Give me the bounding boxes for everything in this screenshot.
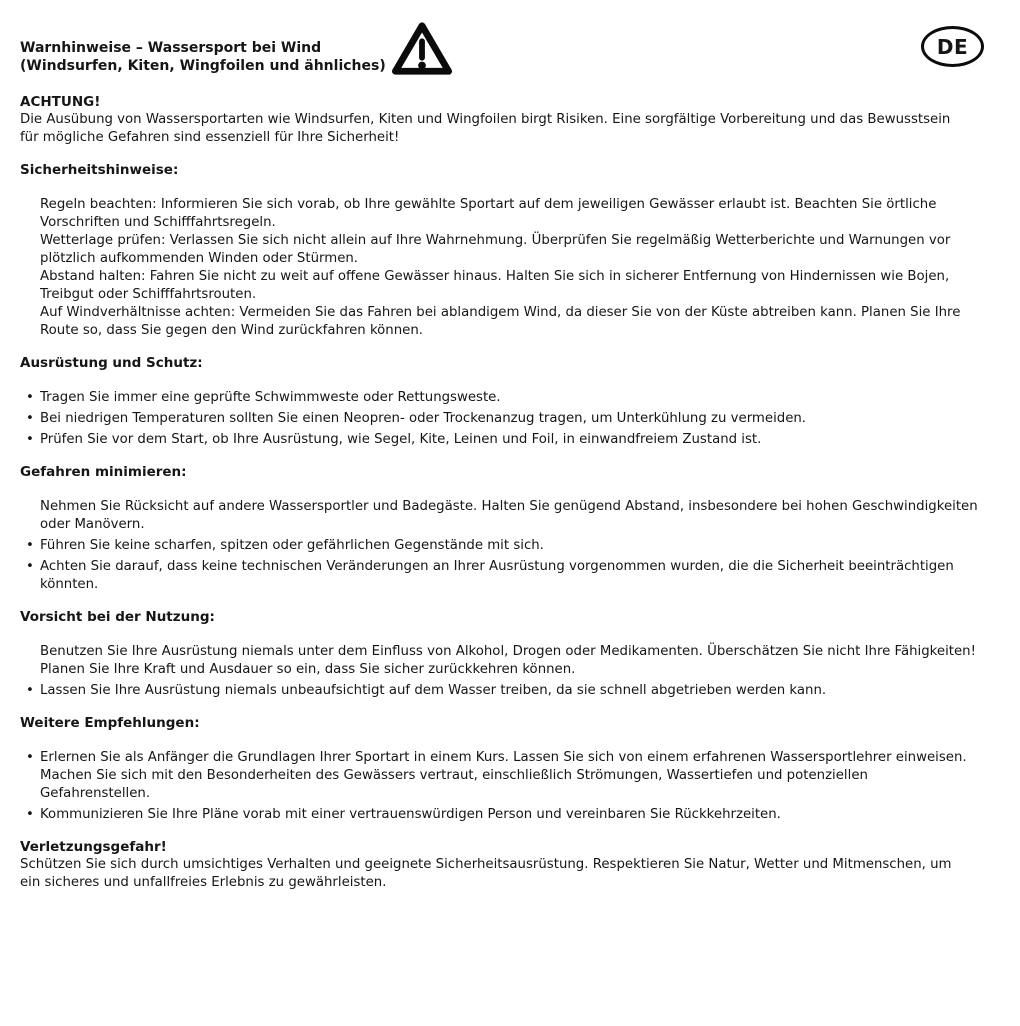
indented-paragraph-list [20,196,998,340]
bullet-icon: • [26,750,34,765]
section-heading-ausruestung: Ausrüstung und Schutz: [20,355,203,371]
paragraph-text: Abstand halten: Fahren Sie nicht zu weit auf offene Gewässer hinaus. Halten Sie sich in sicherer Entfernung von Hindernissen wie Bojen, Treibgut oder Schifffahrtsrouten. [40,269,950,302]
paragraph-text: Machen Sie sich mit den Besonderheiten des Gewässers vertraut, einschließlich Strömungen, Wassertiefen und potenziellen Gefahrenstellen. [40,768,868,801]
section-ausruestung-und-schutz [20,354,998,449]
list-item-text: Lassen Sie Ihre Ausrüstung niemals unbeaufsichtigt auf dem Wasser treiben, da sie schnell abgetrieben werden kann. [40,683,827,698]
list-item [20,389,978,407]
section-heading-sicherheitshinweise: Sicherheitshinweise: [20,162,179,178]
bullet-icon: • [26,432,34,447]
list-item [20,268,978,304]
list-item [20,558,978,594]
section-body-verletzungsgefahr: Schützen Sie sich durch umsichtiges Verhalten und geeignete Sicherheitsausrüstung. Respektieren Sie Natur, Wetter und Mitmenschen, um ein sicheres und unfallfreies Erlebnis zu gewährleisten. [20,857,952,890]
list-item-text: Kommunizieren Sie Ihre Pläne vorab mit einer vertrauenswürdigen Person und vereinbaren Sie Rückkehrzeiten. [40,807,781,822]
list-item [20,498,978,534]
paragraph-text: Auf Windverhältnisse achten: Vermeiden Sie das Fahren bei ablandigem Wind, da dieser Sie von der Küste abtreiben kann. Planen Sie Ihre Route so, dass Sie gegen den Wind zurückfahren können. [40,305,961,338]
bullet-list [20,389,998,449]
section-verletzungsgefahr [20,838,998,892]
list-item [20,682,978,700]
language-badge [921,26,984,67]
section-gefahren-minimieren [20,463,998,594]
list-item [20,806,978,824]
paragraph-text: Nehmen Sie Rücksicht auf andere Wassersportler und Badegäste. Halten Sie genügend Abstand, insbesondere bei hohen Geschwindigkeiten oder Manövern. [40,499,978,532]
list-item [20,196,978,232]
section-body-achtung: Die Ausübung von Wassersportarten wie Windsurfen, Kiten und Wingfoilen birgt Risiken. Eine sorgfältige Vorbereitung und das Bewusstsein für mögliche Gefahren sind essenziell für Ihre Sicherheit! [20,112,951,145]
bullet-icon: • [26,559,34,574]
warning-triangle-icon [391,20,453,78]
page-title [20,39,386,75]
list-item [20,767,978,803]
list-item [20,749,978,767]
list-item [20,537,978,555]
list-item-text: Führen Sie keine scharfen, spitzen oder gefährlichen Gegenstände mit sich. [40,538,544,553]
section-heading-gefahren: Gefahren minimieren: [20,464,187,480]
paragraph-text: Wetterlage prüfen: Verlassen Sie sich nicht allein auf Ihre Wahrnehmung. Überprüfen Sie regelmäßig Wetterberichte und Warnungen vor plötzlich aufkommenden Winden oder Stürmen. [40,233,951,266]
bullet-list [20,643,998,700]
section-heading-empfehlungen: Weitere Empfehlungen: [20,715,200,731]
title-line-1: Warnhinweise – Wassersport bei Wind [20,40,322,56]
list-item-text: Bei niedrigen Temperaturen sollten Sie einen Neopren- oder Trockenanzug tragen, um Unterkühlung zu vermeiden. [40,411,807,426]
list-item-text: Erlernen Sie als Anfänger die Grundlagen Ihrer Sportart in einem Kurs. Lassen Sie sich von einem erfahrenen Wassersportlehrer einweisen. [40,750,967,765]
section-vorsicht-bei-der-nutzung [20,608,998,700]
header [20,20,998,78]
section-heading-vorsicht: Vorsicht bei der Nutzung: [20,609,215,625]
paragraph-text: Regeln beachten: Informieren Sie sich vorab, ob Ihre gewählte Sportart auf dem jeweiligen Gewässer erlaubt ist. Beachten Sie örtliche Vorschriften und Schifffahrtsregeln. [40,197,937,230]
paragraph-text: Benutzen Sie Ihre Ausrüstung niemals unter dem Einfluss von Alkohol, Drogen oder Medikamenten. Überschätzen Sie nicht Ihre Fähigkeiten! Planen Sie Ihre Kraft und Ausdauer so ein, dass Sie sicher zurückkehren können. [40,644,976,677]
bullet-list [20,749,998,824]
section-sicherheitshinweise [20,161,998,340]
list-item [20,643,978,679]
language-badge-text: DE [936,34,969,59]
bullet-icon: • [26,390,34,405]
list-item [20,232,978,268]
list-item-text: Tragen Sie immer eine geprüfte Schwimmweste oder Rettungsweste. [40,390,501,405]
bullet-icon: • [26,538,34,553]
section-weitere-empfehlungen [20,714,998,824]
list-item [20,431,978,449]
list-item [20,410,978,428]
section-heading-verletzungsgefahr: Verletzungsgefahr! [20,839,167,855]
bullet-icon: • [26,411,34,426]
bullet-icon: • [26,683,34,698]
section-achtung [20,93,998,147]
list-item [20,304,978,340]
bullet-list [20,498,998,594]
title-line-2: (Windsurfen, Kiten, Wingfoilen und ähnliches) [20,58,386,74]
list-item-text: Achten Sie darauf, dass keine technischen Veränderungen an Ihrer Ausrüstung vorgenommen wurden, die die Sicherheit beeinträchtigen könnten. [40,559,954,592]
section-heading-achtung: ACHTUNG! [20,94,101,110]
list-item-text: Prüfen Sie vor dem Start, ob Ihre Ausrüstung, wie Segel, Kite, Leinen und Foil, in einwandfreiem Zustand ist. [40,432,762,447]
bullet-icon: • [26,807,34,822]
